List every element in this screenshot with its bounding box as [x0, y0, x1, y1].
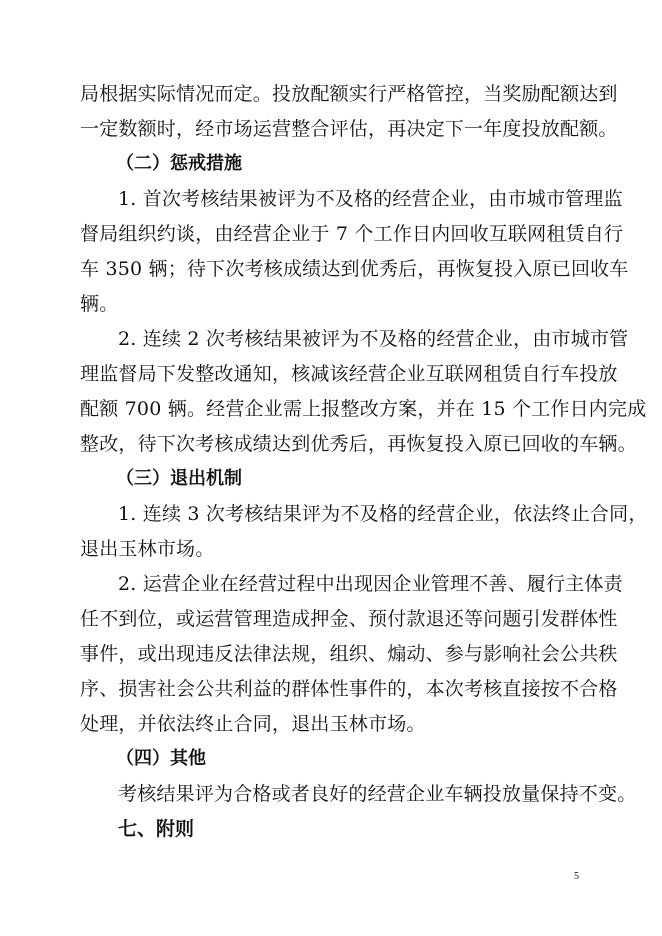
paragraph-line: 2. 连续 2 次考核结果被评为不及格的经营企业，由市城市管 [118, 328, 629, 350]
paragraph-line: 退出玉林市场。 [80, 538, 215, 560]
paragraph-line: 事件，或出现违反法律法规，组织、煽动、参与影响社会公共秩 [80, 643, 618, 665]
section-heading-other: （四）其他 [116, 748, 206, 769]
paragraph-line: 1. 首次考核结果被评为不及格的经营企业，由市城市管理监 [118, 188, 623, 210]
paragraph-line: 局根据实际情况而定。投放配额实行严格管控，当奖励配额达到 [80, 83, 618, 105]
paragraph-line: 考核结果评为合格或者良好的经营企业车辆投放量保持不变。 [118, 783, 637, 805]
paragraph-line: 序、损害社会公共利益的群体性事件的，本次考核直接按不合格 [80, 678, 618, 700]
paragraph-line: 处理，并依法终止合同，退出玉林市场。 [80, 713, 426, 735]
paragraph-line: 配额 700 辆。经营企业需上报整改方案，并在 15 个工作日内完成 [80, 398, 647, 420]
paragraph-line: 理监督局下发整改通知，核减该经营企业互联网租赁自行车投放 [80, 363, 618, 385]
paragraph-line: 整改，待下次考核成绩达到优秀后，再恢复投入原已回收的车辆。 [80, 433, 637, 455]
chapter-heading-appendix: 七、附则 [118, 818, 195, 840]
paragraph-line: 1. 连续 3 次考核结果评为不及格的经营企业，依法终止合同， [118, 503, 648, 525]
section-heading-exit: （三）退出机制 [116, 468, 242, 489]
section-heading-punishment: （二）惩戒措施 [116, 153, 242, 174]
paragraph-line: 车 350 辆；待下次考核成绩达到优秀后，再恢复投入原已回收车 [80, 258, 629, 280]
paragraph-line: 2. 运营企业在经营过程中出现因企业管理不善、履行主体责 [118, 573, 623, 595]
paragraph-line: 辆。 [80, 293, 119, 315]
paragraph-line: 一定数额时，经市场运营整合评估，再决定下一年度投放配额。 [80, 118, 618, 140]
page-number: 5 [574, 871, 579, 882]
paragraph-line: 督局组织约谈，由经营企业于 7 个工作日内回收互联网租赁自行 [80, 223, 624, 245]
paragraph-line: 任不到位，或运营管理造成押金、预付款退还等问题引发群体性 [80, 608, 618, 630]
